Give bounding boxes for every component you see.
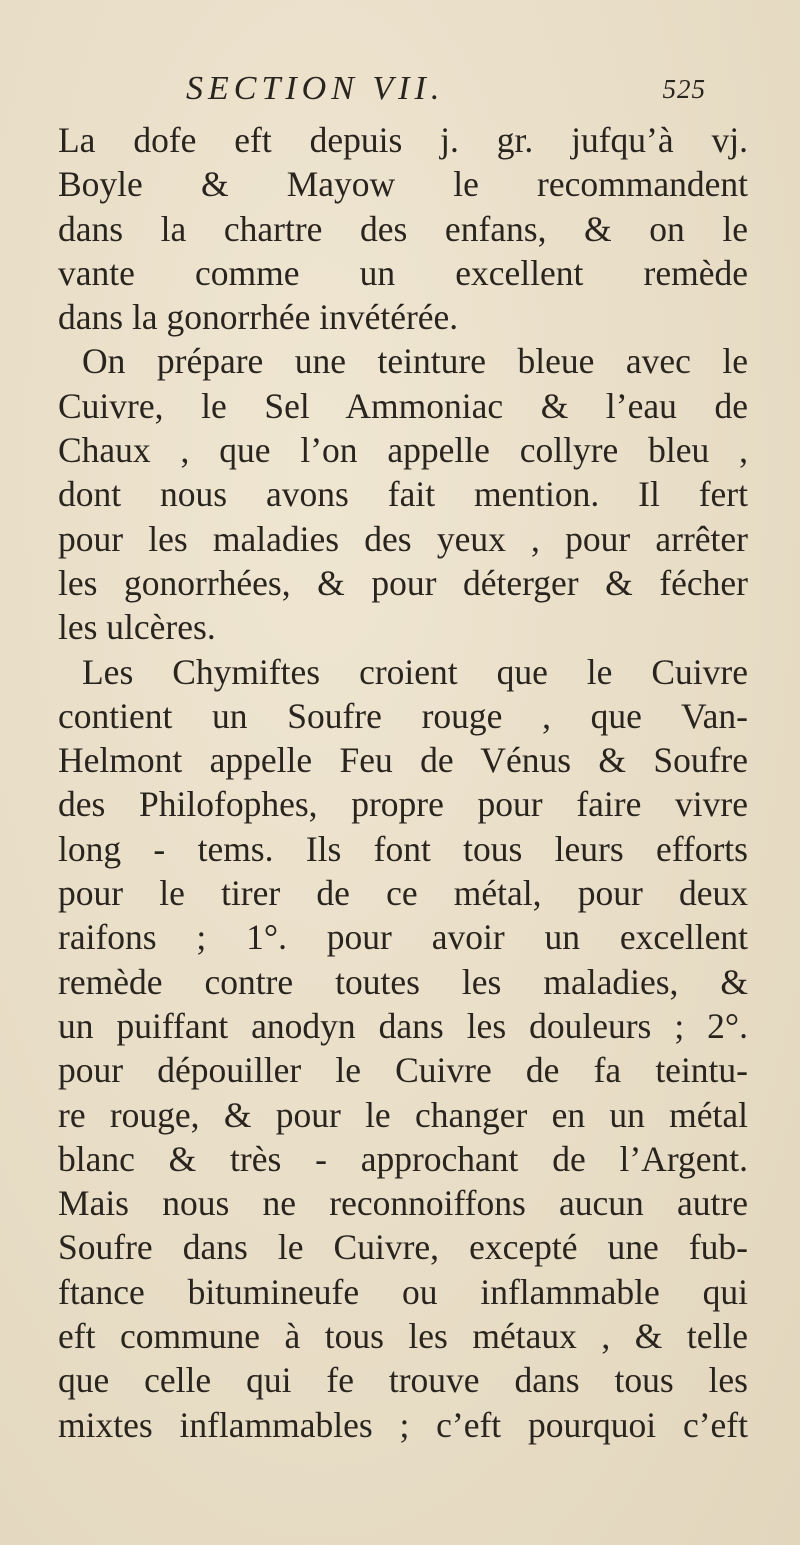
text-line: Cuivre, le Sel Ammoniac & l’eau de [58, 385, 748, 426]
page-number: 525 [662, 74, 706, 104]
text-line: ftance bitumineufe ou inflammable qui [58, 1271, 748, 1312]
text-line: eft commune à tous les métaux , & telle [58, 1316, 748, 1357]
text-line: un puiffant anodyn dans les douleurs ; 2°. [58, 1005, 748, 1046]
text-line: que celle qui fe trouve dans tous les [58, 1360, 748, 1401]
text-line: contient un Soufre rouge , que Van- [58, 695, 748, 736]
text-line: Helmont appelle Feu de Vénus & Soufre [58, 740, 748, 781]
text-line: pour le tirer de ce métal, pour deux [58, 873, 748, 914]
text-line: Mais nous ne reconnoiffons aucun autre [58, 1183, 748, 1224]
text-line: remède contre toutes les maladies, & [58, 961, 748, 1002]
text-line: On prépare une teinture bleue avec le [82, 341, 748, 382]
text-line: Chaux , que l’on appelle collyre bleu , [58, 430, 748, 471]
page-header [186, 70, 706, 114]
running-head: SECTION VII. [186, 70, 445, 107]
text-line: dont nous avons fait mention. Il fert [58, 474, 748, 515]
text-line: blanc & très - approchant de l’Argent. [58, 1138, 748, 1179]
text-line: dans la chartre des enfans, & on le [58, 208, 748, 249]
body-text [58, 118, 748, 1447]
text-line: les gonorrhées, & pour déterger & fécher [58, 562, 748, 603]
text-line: re rouge, & pour le changer en un métal [58, 1094, 748, 1135]
text-line: Les Chymiftes croient que le Cuivre [82, 651, 748, 692]
text-line: long - tems. Ils font tous leurs efforts [58, 828, 748, 869]
text-line: La dofe eft depuis j. gr. jufqu’à vj. [58, 120, 748, 160]
text-line: raifons ; 1°. pour avoir un excellent [58, 917, 748, 958]
text-line: des Philofophes, propre pour faire vivre [58, 784, 748, 825]
text-line: pour dépouiller le Cuivre de fa teintu- [58, 1050, 748, 1091]
text-line: les ulcères. [58, 607, 216, 648]
text-line: pour les maladies des yeux , pour arrêter [58, 518, 748, 559]
text-line: Boyle & Mayow le recommandent [58, 164, 748, 205]
text-line: dans la gonorrhée invétérée. [58, 297, 459, 338]
text-line: mixtes inflammables ; c’eft pourquoi c’eft [58, 1404, 748, 1445]
text-line: Soufre dans le Cuivre, excepté une fub- [58, 1227, 748, 1268]
text-line: vante comme un excellent remède [58, 252, 748, 293]
